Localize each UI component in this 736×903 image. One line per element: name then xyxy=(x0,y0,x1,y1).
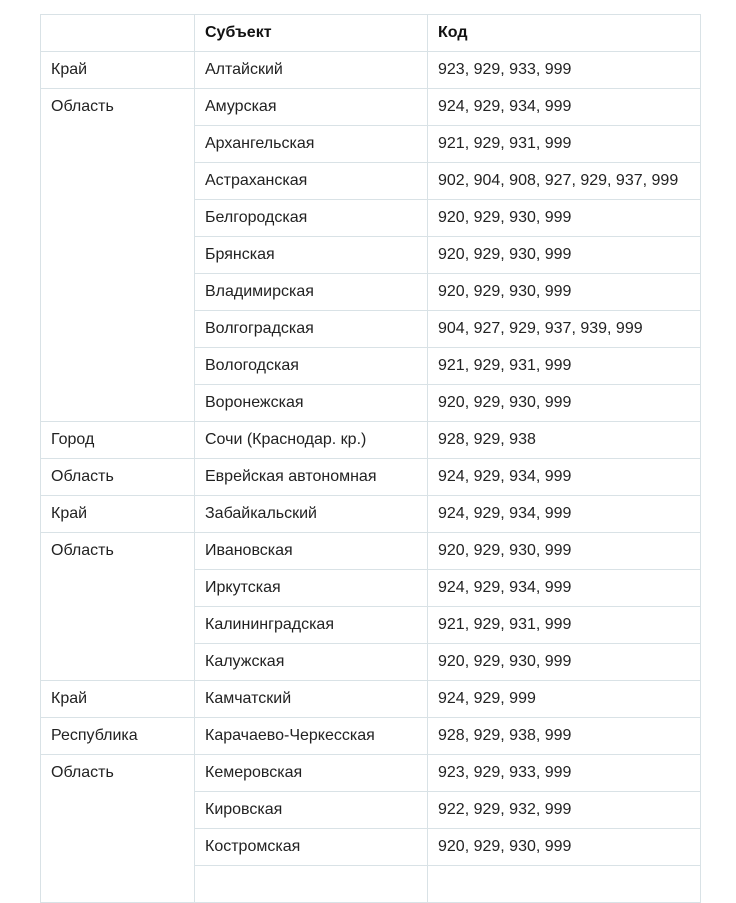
cell-code: 922, 929, 932, 999 xyxy=(428,792,701,829)
cell-type: Область xyxy=(41,89,195,126)
cell-code: 928, 929, 938 xyxy=(428,422,701,459)
cell-type xyxy=(41,126,195,163)
cell-subject: Белгородская xyxy=(195,200,428,237)
table-row xyxy=(41,533,701,570)
cell-type: Край xyxy=(41,52,195,89)
cell-code: 921, 929, 931, 999 xyxy=(428,348,701,385)
table-row xyxy=(41,681,701,718)
cell-subject: Калининградская xyxy=(195,607,428,644)
cell-code: 924, 929, 934, 999 xyxy=(428,459,701,496)
table-row xyxy=(41,792,701,829)
cell-type: Край xyxy=(41,496,195,533)
cell-type xyxy=(41,570,195,607)
cell-code: 924, 929, 934, 999 xyxy=(428,570,701,607)
header-code: Код xyxy=(428,15,701,52)
cell-type xyxy=(41,866,195,903)
table-row xyxy=(41,274,701,311)
cell-code: 923, 929, 933, 999 xyxy=(428,755,701,792)
header-row xyxy=(41,15,701,52)
table-row xyxy=(41,163,701,200)
region-codes-table xyxy=(40,14,701,903)
cell-subject: Амурская xyxy=(195,89,428,126)
cell-type: Область xyxy=(41,459,195,496)
table-row xyxy=(41,866,701,903)
cell-subject: Воронежская xyxy=(195,385,428,422)
cell-subject: Карачаево-Черкесская xyxy=(195,718,428,755)
cell-subject: Брянская xyxy=(195,237,428,274)
cell-type: Область xyxy=(41,755,195,792)
cell-type xyxy=(41,644,195,681)
cell-subject: Вологодская xyxy=(195,348,428,385)
cell-type: Область xyxy=(41,533,195,570)
cell-type xyxy=(41,607,195,644)
cell-subject: Алтайский xyxy=(195,52,428,89)
cell-code: 920, 929, 930, 999 xyxy=(428,644,701,681)
cell-code: 920, 929, 930, 999 xyxy=(428,274,701,311)
cell-subject: Калужская xyxy=(195,644,428,681)
cell-type xyxy=(41,163,195,200)
table-row xyxy=(41,385,701,422)
cell-subject: Иркутская xyxy=(195,570,428,607)
cell-code: 920, 929, 930, 999 xyxy=(428,237,701,274)
cell-subject xyxy=(195,866,428,903)
cell-type xyxy=(41,829,195,866)
cell-code: 923, 929, 933, 999 xyxy=(428,52,701,89)
table-row xyxy=(41,829,701,866)
cell-type xyxy=(41,385,195,422)
cell-type xyxy=(41,348,195,385)
cell-subject: Владимирская xyxy=(195,274,428,311)
cell-subject: Камчатский xyxy=(195,681,428,718)
cell-code: 920, 929, 930, 999 xyxy=(428,200,701,237)
cell-subject: Кировская xyxy=(195,792,428,829)
cell-type xyxy=(41,792,195,829)
table-row xyxy=(41,570,701,607)
header-subject: Субъект xyxy=(195,15,428,52)
cell-subject: Сочи (Краснодар. кр.) xyxy=(195,422,428,459)
cell-code: 920, 929, 930, 999 xyxy=(428,385,701,422)
table-row xyxy=(41,52,701,89)
table-row xyxy=(41,607,701,644)
table-body xyxy=(41,52,701,903)
cell-code: 921, 929, 931, 999 xyxy=(428,126,701,163)
cell-subject: Кемеровская xyxy=(195,755,428,792)
cell-type: Республика xyxy=(41,718,195,755)
cell-code: 920, 929, 930, 999 xyxy=(428,829,701,866)
cell-type xyxy=(41,237,195,274)
table-row xyxy=(41,126,701,163)
cell-subject: Астраханская xyxy=(195,163,428,200)
cell-code: 924, 929, 934, 999 xyxy=(428,89,701,126)
table-row xyxy=(41,718,701,755)
cell-subject: Ивановская xyxy=(195,533,428,570)
cell-code: 924, 929, 999 xyxy=(428,681,701,718)
cell-code xyxy=(428,866,701,903)
table-row xyxy=(41,89,701,126)
cell-subject: Забайкальский xyxy=(195,496,428,533)
cell-type xyxy=(41,200,195,237)
cell-code: 921, 929, 931, 999 xyxy=(428,607,701,644)
table-row xyxy=(41,348,701,385)
cell-subject: Костромская xyxy=(195,829,428,866)
cell-code: 924, 929, 934, 999 xyxy=(428,496,701,533)
cell-type: Город xyxy=(41,422,195,459)
cell-subject: Архангельская xyxy=(195,126,428,163)
table-row xyxy=(41,644,701,681)
table-row xyxy=(41,459,701,496)
codes-table-container xyxy=(40,14,701,903)
table-row xyxy=(41,311,701,348)
table-row xyxy=(41,755,701,792)
cell-subject: Волгоградская xyxy=(195,311,428,348)
table-row xyxy=(41,200,701,237)
cell-type xyxy=(41,311,195,348)
cell-code: 902, 904, 908, 927, 929, 937, 999 xyxy=(428,163,701,200)
cell-subject: Еврейская автономная xyxy=(195,459,428,496)
cell-type: Край xyxy=(41,681,195,718)
cell-code: 904, 927, 929, 937, 939, 999 xyxy=(428,311,701,348)
cell-code: 928, 929, 938, 999 xyxy=(428,718,701,755)
table-row xyxy=(41,496,701,533)
table-row xyxy=(41,422,701,459)
table-row xyxy=(41,237,701,274)
header-type xyxy=(41,15,195,52)
cell-type xyxy=(41,274,195,311)
cell-code: 920, 929, 930, 999 xyxy=(428,533,701,570)
table-header xyxy=(41,15,701,52)
